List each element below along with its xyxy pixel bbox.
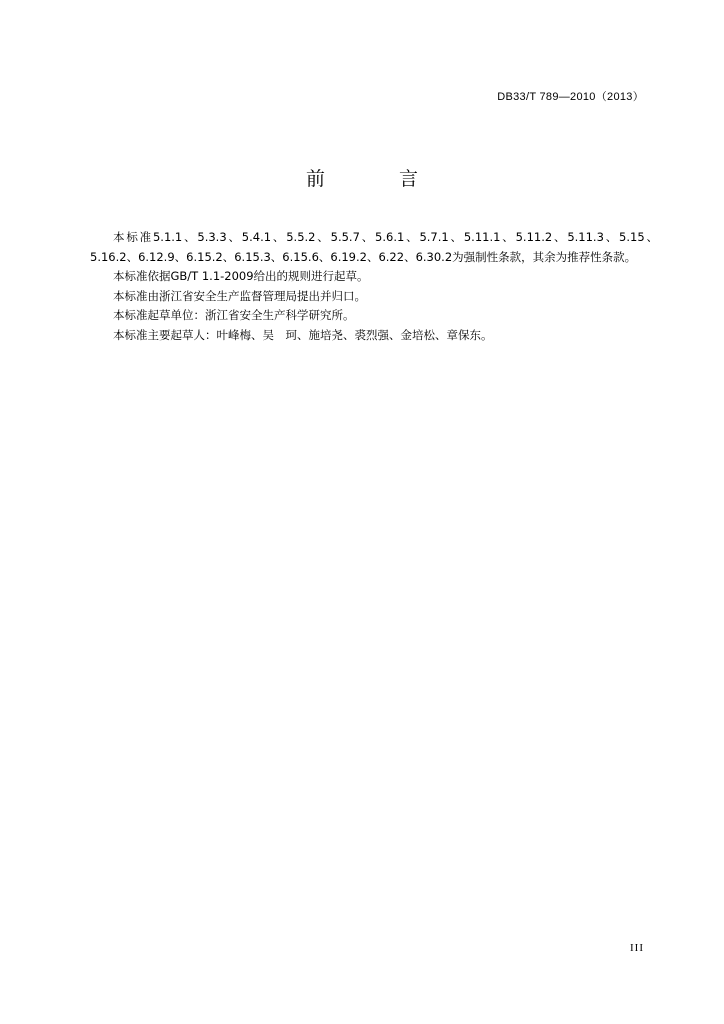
paragraph-drafters: 本标准主要起草人：叶峰梅、吴 珂、施培尧、裘烈强、金培松、章保东。 (113, 327, 493, 342)
paragraph-drafting-unit: 本标准起草单位：浙江省安全生产科学研究所。 (113, 308, 355, 322)
page-number: III (630, 942, 644, 954)
paragraph-mandatory-clauses: 本标准5.1.1、5.3.3、5.4.1、5.5.2、5.5.7、5.6.1、5.7.1、5.11.1、5.11.2、5.11.3、5.15、5.16.2、6.12.9、6.15.2、6.15.3、6.15.6、6.19.2、6.22、6.30.2为强制性条款，其余为推荐性条款。 (90, 230, 658, 264)
foreword-body (90, 228, 658, 345)
paragraph-proposer: 本标准由浙江省安全生产监督管理局提出并归口。 (113, 288, 366, 303)
document-code: DB33/T 789—2010（2013） (497, 91, 644, 103)
paragraph-drafting-rules: 本标准依据GB/T 1.1-2009给出的规则进行起草。 (113, 269, 369, 283)
section-title: 前 言 (305, 168, 453, 190)
